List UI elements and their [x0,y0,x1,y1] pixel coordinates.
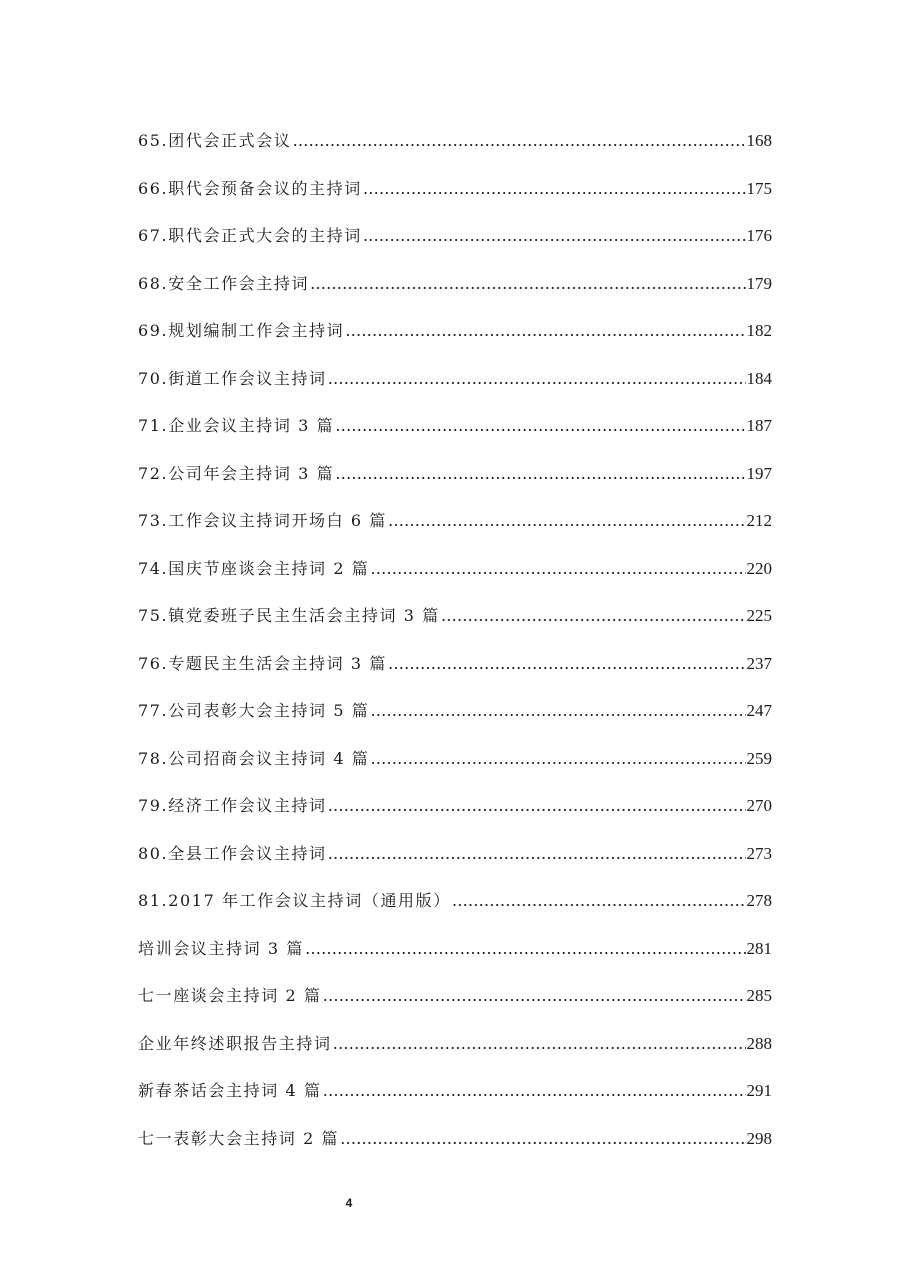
toc-entry[interactable] [138,603,772,651]
toc-dot-leader [310,274,745,293]
toc-entry-title: 76.专题民主生活会主持词 3 篇 [138,653,387,673]
toc-entry[interactable] [138,888,772,936]
toc-entry-page: 247 [746,701,772,720]
toc-entry[interactable] [138,1126,772,1174]
toc-entry-title: 74.国庆节座谈会主持词 2 篇 [138,558,370,578]
toc-dot-leader [363,226,746,245]
toc-entry[interactable] [138,556,772,604]
toc-entry-page: 168 [746,131,772,150]
toc-entry-page: 212 [746,511,772,530]
toc-entry-title: 77.公司表彰大会主持词 5 篇 [138,701,370,720]
toc-entry-title: 78.公司招商会议主持词 4 篇 [138,748,370,768]
toc-entry[interactable] [138,271,772,319]
toc-dot-leader [370,749,745,768]
toc-entry-page: 273 [746,843,772,863]
toc-entry[interactable] [138,1078,772,1126]
toc-entry-title: 七一表彰大会主持词 2 篇 [138,1128,340,1148]
toc-dot-leader [328,796,746,815]
toc-entry-page: 288 [746,1033,772,1053]
toc-dot-leader [323,986,746,1005]
toc-entry-page: 220 [746,558,772,578]
toc-dot-leader [388,654,746,673]
toc-entry[interactable] [138,841,772,889]
toc-entry-title: 71.企业会议主持词 3 篇 [138,416,335,435]
toc-entry-page: 182 [746,321,772,340]
toc-entry[interactable] [138,366,772,414]
toc-entry-page: 179 [746,273,772,293]
toc-entry-page: 270 [746,796,772,815]
toc-dot-leader [370,701,745,720]
toc-entry-title: 79.经济工作会议主持词 [138,796,327,815]
toc-entry[interactable] [138,128,772,176]
toc-entry[interactable] [138,793,772,841]
table-of-contents [138,128,772,1173]
toc-entry[interactable] [138,223,772,271]
toc-entry-title: 65.团代会正式会议 [138,131,292,150]
toc-entry-page: 237 [746,653,772,673]
toc-entry-page: 259 [746,748,772,768]
toc-entry-page: 187 [746,416,772,435]
toc-entry-title: 七一座谈会主持词 2 篇 [138,986,322,1005]
toc-dot-leader [370,559,745,578]
toc-entry-title: 73.工作会议主持词开场白 6 篇 [138,511,387,530]
toc-entry-title: 75.镇党委班子民主生活会主持词 3 篇 [138,606,440,625]
toc-entry-title: 培训会议主持词 3 篇 [138,938,304,958]
toc-entry[interactable] [138,508,772,556]
toc-entry-page: 281 [746,938,772,958]
toc-dot-leader [452,891,746,910]
toc-entry-page: 197 [746,463,772,483]
toc-dot-leader [292,131,745,150]
toc-dot-leader [323,1081,746,1100]
toc-entry-title: 68.安全工作会主持词 [138,273,310,293]
toc-dot-leader [363,179,746,198]
toc-entry-page: 176 [746,226,772,245]
toc-dot-leader [335,464,745,483]
toc-entry[interactable] [138,746,772,794]
toc-entry[interactable] [138,1031,772,1079]
toc-entry-page: 291 [746,1081,772,1100]
toc-entry[interactable] [138,936,772,984]
toc-entry-title: 70.街道工作会议主持词 [138,368,327,388]
toc-entry-title: 69.规划编制工作会主持词 [138,321,345,340]
toc-entry-page: 298 [746,1128,772,1148]
toc-entry-page: 278 [746,891,772,910]
toc-entry-title: 66.职代会预备会议的主持词 [138,178,362,198]
toc-entry-page: 184 [746,368,772,388]
toc-dot-leader [305,939,746,958]
toc-entry[interactable] [138,461,772,509]
toc-entry[interactable] [138,651,772,699]
page-number: 4 [345,1196,353,1210]
toc-entry-title: 67.职代会正式大会的主持词 [138,226,362,245]
toc-dot-leader [328,369,746,388]
toc-entry-title: 企业年终述职报告主持词 [138,1033,332,1053]
toc-dot-leader [345,321,745,340]
toc-entry[interactable] [138,318,772,366]
toc-entry[interactable] [138,698,772,746]
toc-entry-title: 80.全县工作会议主持词 [138,843,327,863]
toc-entry-page: 225 [746,606,772,625]
toc-entry-title: 81.2017 年工作会议主持词（通用版） [138,891,451,910]
toc-entry-page: 285 [746,986,772,1005]
toc-entry-title: 72.公司年会主持词 3 篇 [138,463,335,483]
toc-entry-page: 175 [746,178,772,198]
toc-entry-title: 新春茶话会主持词 4 篇 [138,1081,322,1100]
toc-dot-leader [340,1129,745,1148]
toc-dot-leader [335,416,745,435]
toc-entry[interactable] [138,413,772,461]
toc-dot-leader [388,511,746,530]
toc-dot-leader [441,606,746,625]
toc-entry[interactable] [138,176,772,224]
toc-dot-leader [328,844,746,863]
toc-dot-leader [333,1034,746,1053]
toc-entry[interactable] [138,983,772,1031]
